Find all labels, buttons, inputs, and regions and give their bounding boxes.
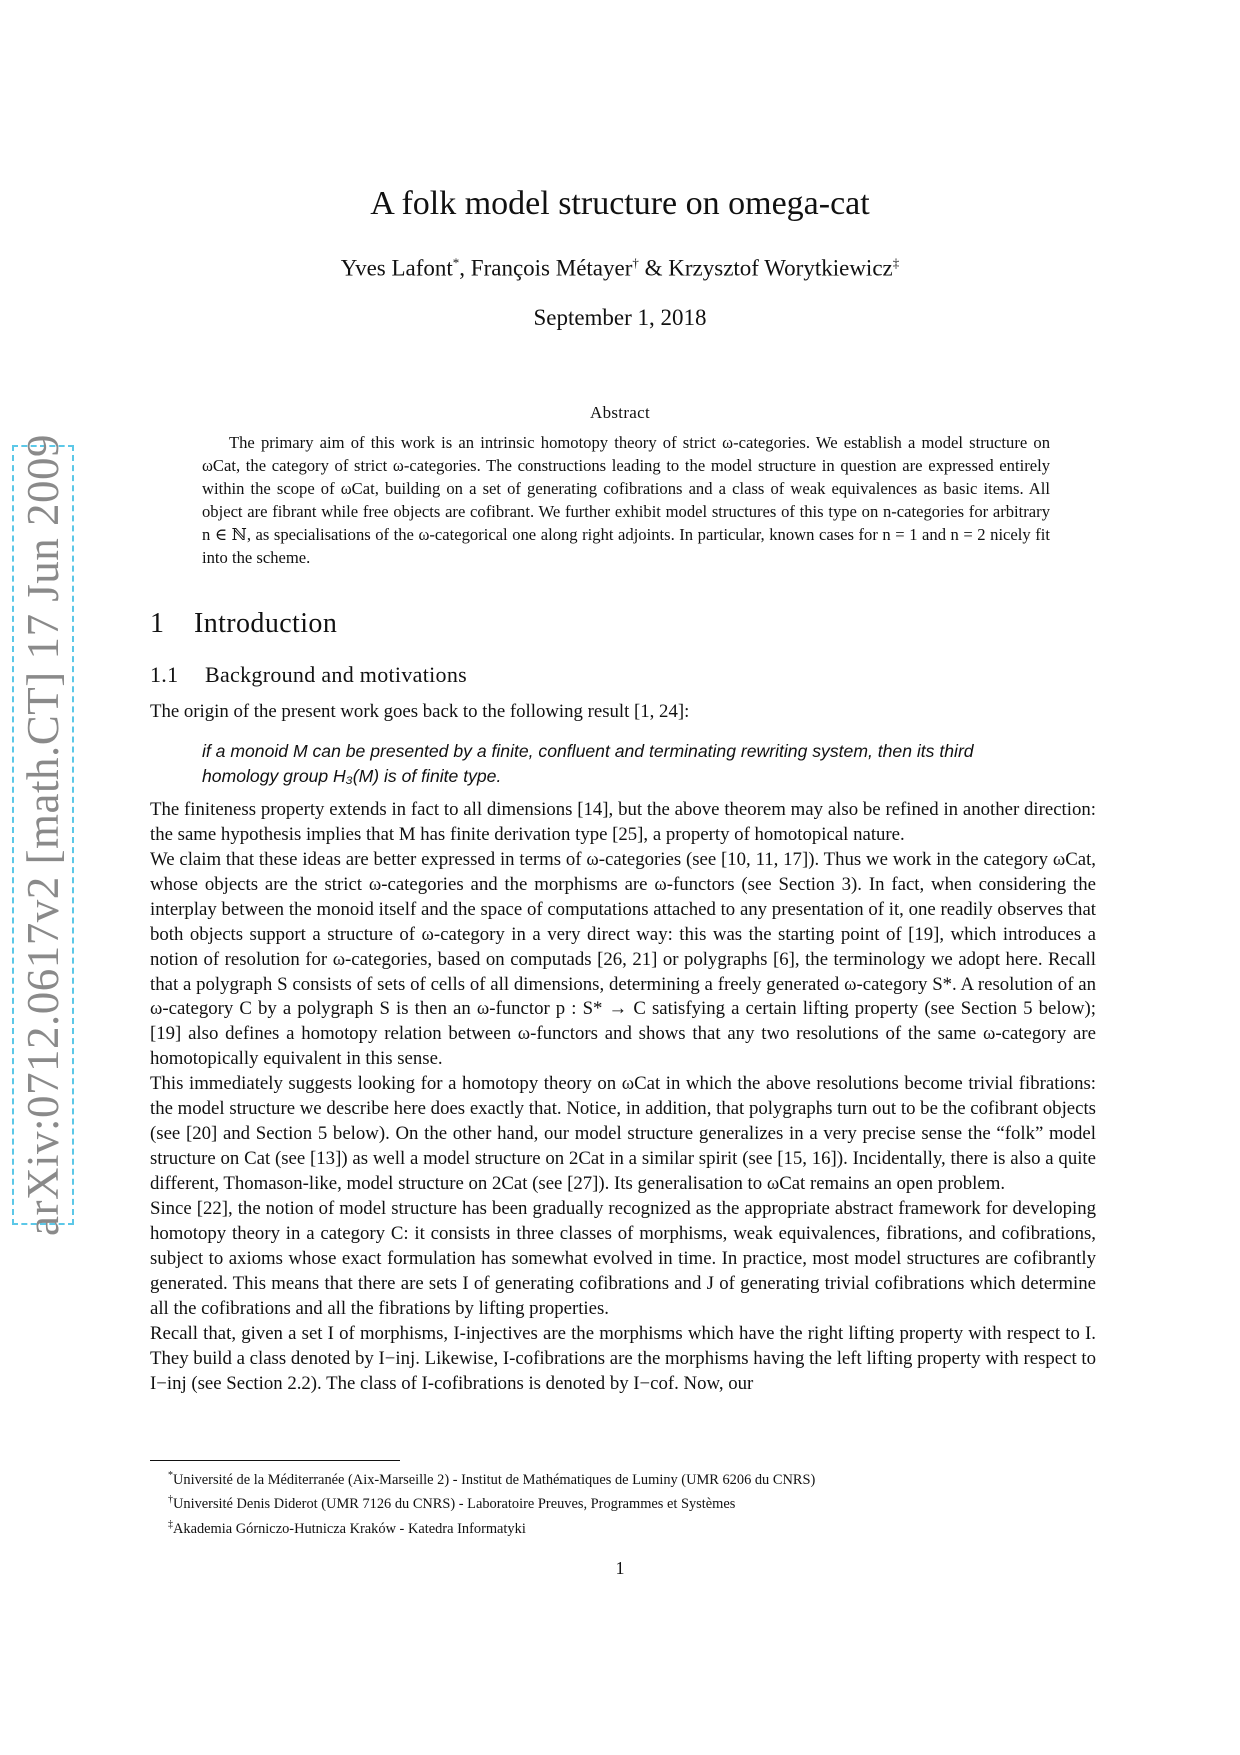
footnote-mark-3: ‡ bbox=[892, 255, 900, 270]
paragraph-lifting: Recall that, given a set I of morphisms, I-injectives are the morphisms which have the right lifting property with respect to I. They build a class denoted by I−inj. Likewise, I-cofibrations are the morphisms having the left lifting property with respect to I−inj (see Section 2.2). The class of I-cofibrations is denoted by I−cof. Now, our bbox=[150, 1322, 1096, 1394]
author-separator: & bbox=[638, 255, 669, 281]
footnotes bbox=[168, 1466, 1068, 1539]
arxiv-identifier: arXiv:0712.0617v2 [math.CT] 17 Jun 2009 bbox=[18, 434, 68, 1236]
paragraph-homotopy-theory: This immediately suggests looking for a homotopy theory on ωCat in which the above resolutions become trivial fibrations: the model structure we describe here does exactly that. Notice, in addition, that polygraphs turn out to be the cofibrant objects (see [20] and Section 5 below). On the other hand, our model structure generalizes in a very precise sense the “folk” model structure on Cat (see [13]) as well a model structure on 2Cat in a similar spirit (see [15, 16]). Incidentally, there is also a quite different, Thomason-like, model structure on 2Cat (see [27]). Its generalisation to ωCat remains an open problem. bbox=[150, 1073, 1096, 1195]
paragraph-omega-categories: We claim that these ideas are better expressed in terms of ω-categories (see [10, 11, 17]). Thus we work in the category ωCat, whose objects are the strict ω-categories and the morphisms are ω-functors (see Section 3). In fact, when considering the interplay between the monoid itself and the space of computations attached to any presentation of it, one readily observes that both objects support a structure of ω-category in a very direct way: this was the starting point of [19], which introduces a notion of resolution for ω-categories, based on computads [26, 21] or polygraphs [6], the terminology we adopt here. Recall that a polygraph S consists of sets of cells of all dimensions, determining a freely generated ω-category S*. A resolution of an ω-category C by a polygraph S is then an ω-functor p : S* → C satisfying a certain lifting property (see Section 5 below); [19] also defines a homotopy relation between ω-functors and shows that any two resolutions of the same ω-category are homotopically equivalent in this sense. bbox=[150, 848, 1096, 1070]
section-number: 1 bbox=[150, 608, 165, 639]
footnote-1 bbox=[168, 1466, 1068, 1490]
author-line bbox=[0, 255, 1240, 282]
author-lafont: Yves Lafont bbox=[340, 255, 453, 281]
author-separator: , bbox=[459, 255, 471, 281]
footnote-mark-2: † bbox=[632, 255, 639, 270]
subsection-heading-background bbox=[150, 662, 467, 688]
author-worytkiewicz: Krzysztof Worytkiewicz bbox=[668, 255, 893, 281]
arxiv-sidebar-stamp bbox=[12, 434, 74, 1236]
footnote-3-mark: ‡ bbox=[168, 1518, 173, 1530]
subsection-title: Background and motivations bbox=[205, 662, 467, 687]
footnote-1-text: Université de la Méditerranée (Aix-Marseille 2) - Institut de Mathématiques de Luminy (UMR 6206 du CNRS) bbox=[173, 1471, 816, 1488]
paper-date: September 1, 2018 bbox=[533, 305, 707, 330]
abstract-text: The primary aim of this work is an intrinsic homotopy theory of strict ω-categories. We establish a model structure on ωCat, the category of strict ω-categories. The constructions leading to the model structure in question are expressed entirely within the scope of ωCat, building on a set of generating cofibrations and a class of weak equivalences as basic items. All object are fibrant while free objects are cofibrant. We further exhibit model structures of this type on n-categories for arbitrary n ∈ ℕ, as specialisations of the ω-categorical one along right adjoints. In particular, known cases for n = 1 and n = 2 nicely fit into the scheme. bbox=[202, 433, 1050, 567]
theorem-quote: if a monoid M can be presented by a finite, confluent and terminating rewriting system, then its third homology group H₃(M) is of finite type. bbox=[202, 740, 974, 786]
footnote-2 bbox=[168, 1490, 1068, 1514]
footnote-2-text: Université Denis Diderot (UMR 7126 du CNRS) - Laboratoire Preuves, Programmes et Systèmes bbox=[173, 1496, 736, 1513]
paragraph-origin: The origin of the present work goes back to the following result [1, 24]: bbox=[150, 701, 690, 722]
page-number: 1 bbox=[615, 1558, 625, 1578]
author-metayer: François Métayer bbox=[470, 255, 633, 281]
paper-title: A folk model structure on omega-cat bbox=[370, 185, 870, 222]
footnote-3-text: Akademia Górniczo-Hutnicza Kraków - Katedra Informatyki bbox=[173, 1520, 526, 1537]
section-title: Introduction bbox=[194, 608, 338, 639]
footnote-3 bbox=[168, 1515, 1068, 1539]
footnote-2-mark: † bbox=[168, 1494, 173, 1506]
subsection-number: 1.1 bbox=[150, 662, 179, 687]
section-heading-introduction bbox=[150, 608, 337, 640]
body-text bbox=[150, 700, 1096, 1397]
paragraph-finiteness: The finiteness property extends in fact to all dimensions [14], but the above theorem may also be refined in another direction: the same hypothesis implies that M has finite derivation type [25], a property of homotopical nature. bbox=[150, 798, 1096, 845]
footnote-divider bbox=[150, 1460, 400, 1461]
abstract-heading: Abstract bbox=[590, 403, 650, 422]
footnote-1-mark: * bbox=[168, 1470, 173, 1481]
footnote-mark-1: * bbox=[452, 255, 460, 270]
paragraph-model-structure: Since [22], the notion of model structure has been gradually recognized as the appropriate abstract framework for developing homotopy theory in a category C: it consists in three classes of morphisms, weak equivalences, fibrations, and cofibrations, subject to axioms whose exact formulation has somewhat evolved in time. In practice, most model structures are cofibrantly generated. This means that there are sets I of generating cofibrations and J of generating trivial cofibrations which determine all the cofibrations and all the fibrations by lifting properties. bbox=[150, 1198, 1096, 1319]
